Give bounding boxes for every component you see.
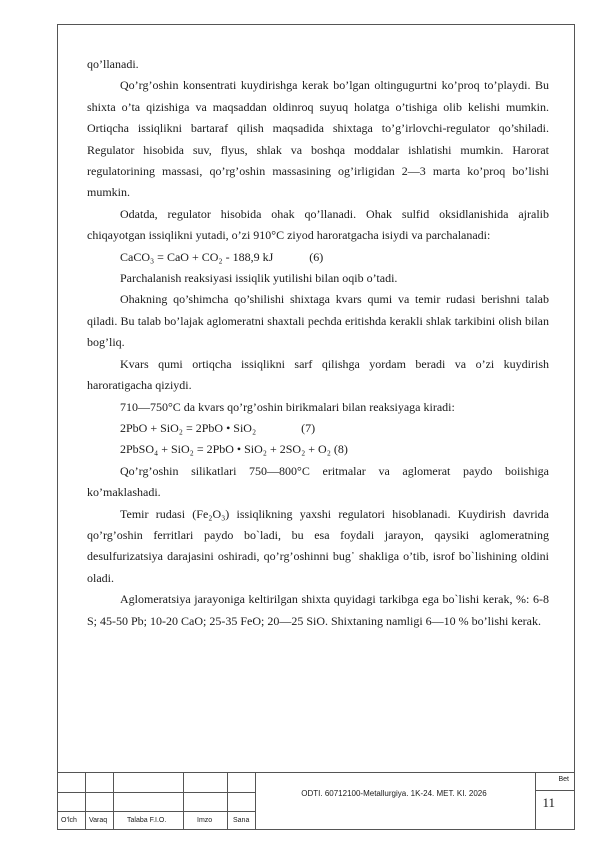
- stamp-col-signature: Imzo: [197, 817, 213, 824]
- paragraph: Temir rudasi (Fe₂O₃) issiqlikning yaxshi regulatori hisoblanadi. Kuydirish davrida qo’rg’oshin ferritlari paydo bo`ladi, bu esa foydali jarayon, qaysiki aglomeratning desulfurizatsiya darajasini oshiradi, qo’rg’oshinni bug᾿ shakliga o’tib, isrof bo`lishining oldini oladi.: [87, 506, 549, 585]
- stamp-col-date: Sana: [233, 817, 250, 824]
- paragraph: Aglomeratsiya jarayoniga keltirilgan shixta quyidagi tarkibga ega bo`lishi kerak, %: 6-8 S; 45-50 Pb; 10-20 CaO; 25-35 FeO; 20—25 SiO. Shixtaning namligi 6—10 % bo’lishi kerak.: [87, 592, 549, 628]
- divider: [113, 773, 114, 830]
- divider: [535, 773, 536, 830]
- formula-6: CaCO₃ = CaO + CO₂ - 188,9 kJ (6): [120, 249, 324, 264]
- paragraph: Odatda, regulator hisobida ohak qo’llanadi. Ohak sulfid oksidlanishida ajralib chiqayotgan issiqlikni yutadi, o’zi 910°C ziyod haroratgacha isiydi va parchalanadi:: [87, 206, 549, 243]
- divider: [57, 792, 255, 793]
- divider: [85, 773, 86, 830]
- paragraph: Qo’rg’oshin konsentrati kuydirishga kerak bo’lgan oltingugurtni ko’proq to’playdi. Bu shixta o’ta qizishiga va maqsaddan oldinroq suyuq holatga o’tishiga olib kelishi mumkin. Ortiqcha issiqlikni bartaraf qilish maqsadida shixtaga to’g’irlovchi-regulator qo’shiladi. Regulator hisobida suv, flyus, shlak va boshqa moddalar ishlatishi mumkin. Harorat regulatorining massasi, qo’rg’oshin massasining og’irligidan 2—3 marta ko’proq bo’lishi mumkin.: [87, 78, 549, 200]
- paragraph-continuation: qo’llanadi.: [87, 57, 139, 71]
- title-block: [57, 772, 575, 830]
- divider: [535, 790, 575, 791]
- divider: [255, 773, 256, 830]
- stamp-col-change: O’lch: [61, 817, 77, 824]
- paragraph: 710—750°C da kvars qo’rg’oshin birikmalari bilan reaksiyaga kiradi:: [120, 399, 455, 414]
- paragraph: Ohakning qo’shimcha qo’shilishi shixtaga kvars qumi va temir rudasi berishni talab qiladi. Bu talab bo’lajak aglomeratni shaxtali pechda eritishda kerakli shlak tarkibini olish bilan bog’liq.: [87, 292, 549, 350]
- divider: [57, 811, 255, 812]
- paragraph: Kvars qumi ortiqcha issiqlikni sarf qilishga yordam beradi va o’zi kuydirish haroratigacha qiziydi.: [87, 356, 549, 393]
- paragraph: Parchalanish reaksiyasi issiqlik yutilishi bilan oqib o’tadi.: [120, 271, 398, 286]
- formula-7: 2PbO + SiO₂ = 2PbO • SiO₂ (7): [120, 420, 316, 435]
- page-number: 11: [542, 795, 555, 810]
- stamp-title: ODTI. 60712100-Metallurgiya. 1K-24. MET. KI. 2026: [301, 789, 487, 798]
- paragraph: Qo’rg’oshin silikatlari 750—800°C eritmalar va aglomerat paydo boiishiga ko’maklashadi.: [87, 463, 549, 500]
- stamp-col-sheet: Varaq: [89, 817, 108, 824]
- stamp-bet-label: Bet: [558, 776, 569, 783]
- document-body: [87, 54, 549, 632]
- divider: [183, 773, 184, 830]
- divider: [227, 773, 228, 830]
- stamp-col-student: Talaba F.I.O.: [127, 817, 167, 824]
- formula-8: 2PbSO₄ + SiO₂ = 2PbO • SiO₂ + 2SO₂ + O₂ (8): [120, 442, 348, 457]
